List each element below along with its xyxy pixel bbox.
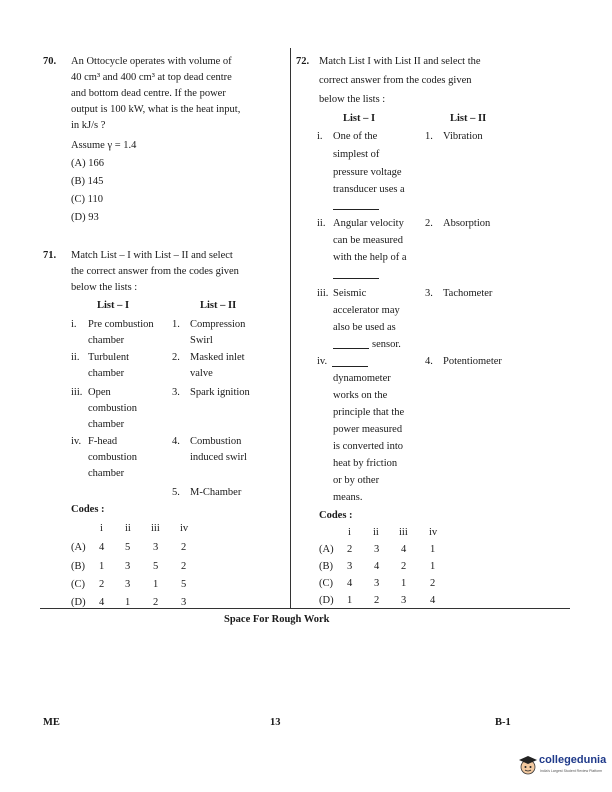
list-1-header: List – I xyxy=(97,300,130,311)
codes-cell: 3 xyxy=(374,544,380,555)
question-text-line: below the lists : xyxy=(319,94,386,105)
list-1-item-text: Pre combustion xyxy=(88,319,154,330)
codes-row-label: (B) xyxy=(71,561,85,572)
assumption: Assume γ = 1.4 xyxy=(71,140,137,151)
list-1-item-number: i. xyxy=(317,131,323,142)
list-2-item-number: 4. xyxy=(172,436,180,447)
list-1-item-number: ii. xyxy=(317,218,326,229)
list-2-item-text: Masked inlet xyxy=(190,352,245,363)
collegedunia-logo xyxy=(517,752,607,782)
list-1-item-text: Angular velocity xyxy=(333,218,404,229)
codes-cell: 2 xyxy=(153,597,159,608)
list-2-item-text: Compression xyxy=(190,319,246,330)
codes-cell: 2 xyxy=(374,595,380,606)
list-1-item-number: iv. xyxy=(317,356,328,367)
fill-blank xyxy=(333,278,379,279)
list-1-item-text: F-head xyxy=(88,436,118,447)
list-2-item-text: valve xyxy=(190,368,213,379)
page-divider xyxy=(40,608,570,609)
codes-cell: 1 xyxy=(99,561,105,572)
page-number: 13 xyxy=(270,717,281,728)
question-number: 70. xyxy=(43,56,57,67)
codes-row-label: (D) xyxy=(71,597,86,608)
question-text-line: output is 100 kW, what is the heat input, xyxy=(71,104,241,115)
list-1-item-number: iii. xyxy=(317,288,329,299)
list-2-item-number: 4. xyxy=(425,356,433,367)
list-1-item-text: dynamometer xyxy=(333,373,391,384)
option-a: (A) 166 xyxy=(71,158,104,169)
list-1-item-text: Seismic xyxy=(333,288,367,299)
list-2-item-text: Tachometer xyxy=(443,288,493,299)
list-1-item-text: combustion xyxy=(88,403,137,414)
list-1-item-text: simplest of xyxy=(333,149,380,160)
list-1-item-number: iii. xyxy=(71,387,83,398)
option-c: (C) 110 xyxy=(71,194,103,205)
codes-cell: 3 xyxy=(125,561,131,572)
question-text-line: correct answer from the codes given xyxy=(319,75,472,86)
question-text-line: in kJ/s ? xyxy=(71,120,106,131)
codes-cell: 3 xyxy=(347,561,353,572)
codes-cell: 4 xyxy=(99,542,105,553)
codes-header-cell: iv xyxy=(180,523,189,534)
list-1-item-text: means. xyxy=(333,492,363,503)
graduate-icon xyxy=(517,754,539,776)
codes-cell: 1 xyxy=(430,561,436,572)
codes-header-cell: ii xyxy=(125,523,131,534)
logo-text: collegedunia xyxy=(539,754,607,766)
list-2-item-number: 2. xyxy=(172,352,180,363)
list-1-item-text: sensor. xyxy=(372,339,401,350)
codes-cell: 2 xyxy=(181,542,187,553)
option-b: (B) 145 xyxy=(71,176,104,187)
list-2-item-number: 5. xyxy=(172,487,180,498)
codes-label: Codes : xyxy=(319,510,353,521)
codes-cell: 1 xyxy=(125,597,131,608)
codes-cell: 1 xyxy=(430,544,436,555)
list-1-item-number: iv. xyxy=(71,436,82,447)
list-1-item-text: pressure voltage xyxy=(333,167,402,178)
codes-cell: 1 xyxy=(347,595,353,606)
list-2-item-text: Combustion xyxy=(190,436,242,447)
question-text-line: and bottom dead centre. If the power xyxy=(71,88,226,99)
codes-cell: 1 xyxy=(401,578,407,589)
codes-cell: 4 xyxy=(347,578,353,589)
codes-cell: 3 xyxy=(125,579,131,590)
list-2-item-text: M-Chamber xyxy=(190,487,242,498)
list-2-item-number: 2. xyxy=(425,218,433,229)
codes-cell: 4 xyxy=(374,561,380,572)
list-1-item-text: accelerator may xyxy=(333,305,400,316)
codes-row-label: (A) xyxy=(71,542,86,553)
list-1-item-text: One of the xyxy=(333,131,378,142)
codes-cell: 5 xyxy=(153,561,159,572)
codes-cell: 3 xyxy=(401,595,407,606)
codes-header-cell: iii xyxy=(399,527,408,538)
list-1-item-text: can be measured xyxy=(333,235,403,246)
fill-blank xyxy=(332,366,368,367)
codes-row-label: (C) xyxy=(319,578,333,589)
codes-cell: 5 xyxy=(125,542,131,553)
list-1-item-text: chamber xyxy=(88,468,125,479)
list-1-item-text: Open xyxy=(88,387,111,398)
list-2-item-text: Swirl xyxy=(190,335,213,346)
codes-cell: 2 xyxy=(99,579,105,590)
list-2-item-text: Spark ignition xyxy=(190,387,250,398)
codes-row-label: (A) xyxy=(319,544,334,555)
footer-booklet-series: B-1 xyxy=(495,717,511,728)
list-1-item-text: also be used as xyxy=(333,322,396,333)
codes-row-label: (D) xyxy=(319,595,334,606)
codes-cell: 4 xyxy=(99,597,105,608)
list-2-item-number: 3. xyxy=(172,387,180,398)
list-1-header: List – I xyxy=(343,113,376,124)
list-2-item-text: induced swirl xyxy=(190,452,247,463)
codes-cell: 2 xyxy=(347,544,353,555)
codes-header-cell: i xyxy=(348,527,351,538)
list-1-item-text: principle that the xyxy=(333,407,405,418)
question-number: 71. xyxy=(43,250,57,261)
question-text-line: below the lists : xyxy=(71,282,138,293)
list-1-item-text: chamber xyxy=(88,368,125,379)
codes-cell: 3 xyxy=(374,578,380,589)
codes-cell: 2 xyxy=(430,578,436,589)
list-2-item-number: 1. xyxy=(425,131,433,142)
list-1-item-number: ii. xyxy=(71,352,80,363)
list-1-item-text: transducer uses a xyxy=(333,184,405,195)
codes-cell: 4 xyxy=(401,544,407,555)
codes-label: Codes : xyxy=(71,504,105,515)
column-divider xyxy=(290,48,291,608)
list-2-item-text: Potentiometer xyxy=(443,356,502,367)
list-1-item-text: or by other xyxy=(333,475,380,486)
fill-blank xyxy=(333,348,369,349)
list-1-item-text: chamber xyxy=(88,419,125,430)
codes-cell: 4 xyxy=(430,595,436,606)
option-d: (D) 93 xyxy=(71,212,99,223)
codes-header-cell: i xyxy=(100,523,103,534)
list-1-item-text: chamber xyxy=(88,335,125,346)
question-text-line: Match List I with List II and select the xyxy=(319,56,481,67)
codes-cell: 2 xyxy=(181,561,187,572)
question-number: 72. xyxy=(296,56,310,67)
codes-header-cell: iii xyxy=(151,523,160,534)
question-text-line: An Ottocycle operates with volume of xyxy=(71,56,232,67)
codes-cell: 3 xyxy=(153,542,159,553)
question-text-line: Match List – I with List – II and select xyxy=(71,250,233,261)
question-text-line: 40 cm³ and 400 cm³ at top dead centre xyxy=(71,72,232,83)
list-1-item-text: with the help of a xyxy=(333,252,407,263)
codes-cell: 5 xyxy=(181,579,187,590)
codes-cell: 1 xyxy=(153,579,159,590)
footer-subject-code: ME xyxy=(43,717,60,728)
list-2-header: List – II xyxy=(200,300,237,311)
list-2-item-number: 1. xyxy=(172,319,180,330)
list-2-header: List – II xyxy=(450,113,487,124)
list-1-item-number: i. xyxy=(71,319,77,330)
codes-row-label: (C) xyxy=(71,579,85,590)
list-2-item-text: Vibration xyxy=(443,131,483,142)
list-1-item-text: combustion xyxy=(88,452,137,463)
codes-header-cell: ii xyxy=(373,527,379,538)
list-2-item-text: Absorption xyxy=(443,218,491,229)
list-1-item-text: power measured xyxy=(333,424,403,435)
codes-row-label: (B) xyxy=(319,561,333,572)
list-2-item-number: 3. xyxy=(425,288,433,299)
codes-cell: 2 xyxy=(401,561,407,572)
codes-header-cell: iv xyxy=(429,527,438,538)
question-text-line: the correct answer from the codes given xyxy=(71,266,239,277)
list-1-item-text: heat by friction xyxy=(333,458,398,469)
list-1-item-text: works on the xyxy=(333,390,388,401)
logo-tagline: India's Largest Student Review Platform xyxy=(540,769,603,773)
fill-blank xyxy=(333,209,379,210)
list-1-item-text: is converted into xyxy=(333,441,403,452)
list-1-item-text: Turbulent xyxy=(88,352,130,363)
codes-cell: 3 xyxy=(181,597,187,608)
rough-work-label: Space For Rough Work xyxy=(224,614,330,625)
